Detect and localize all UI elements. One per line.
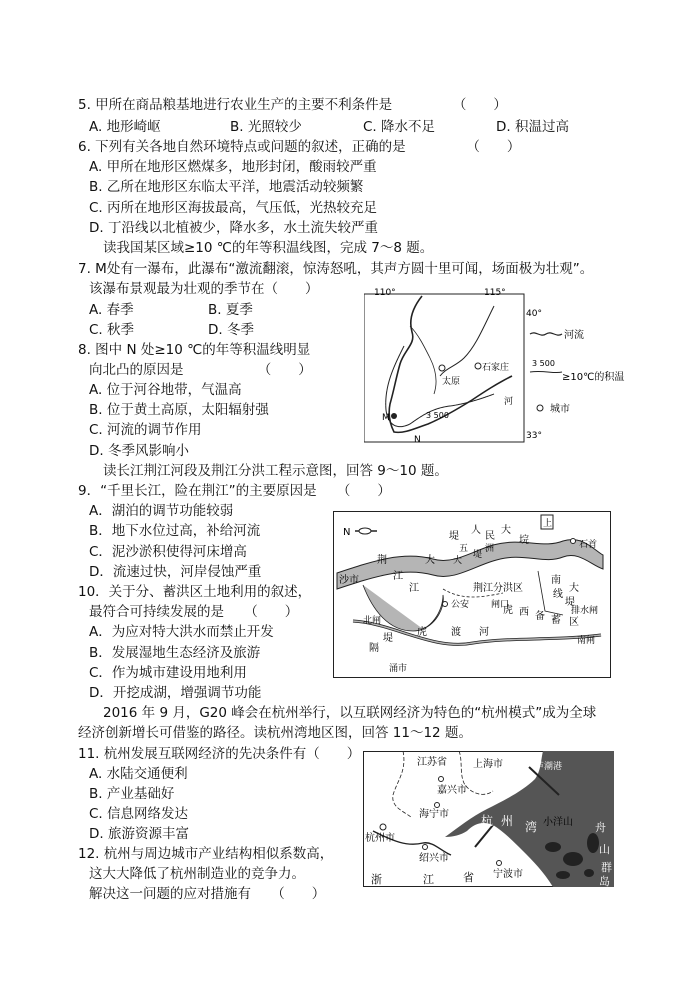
legend-city-label: 城市 bbox=[550, 404, 570, 415]
q12-stem-line3: 解决这一问题的应对措施有 （ ） bbox=[89, 886, 326, 902]
shishou-label: 石首 bbox=[579, 540, 598, 550]
intro-7-8: 读我国某区域≥10 ℃的年等积温线图，完成 7～8 题。 bbox=[103, 240, 434, 256]
q10-option-d: D．开挖成湖，增强调节功能 bbox=[89, 685, 262, 701]
sheng-label: 省 bbox=[463, 871, 474, 884]
gongan-marker bbox=[443, 602, 448, 607]
q7-option-a: A. 春季 bbox=[89, 302, 134, 318]
label-he: 河 bbox=[479, 627, 489, 638]
q11-option-c: C. 信息网络发达 bbox=[89, 806, 189, 822]
legend-river-icon bbox=[530, 333, 562, 335]
legend-city-icon bbox=[537, 405, 543, 411]
island-1 bbox=[545, 842, 561, 852]
hz-bay-label-1: 杭 bbox=[481, 814, 494, 828]
label-di3: 堤 bbox=[383, 633, 393, 644]
label-qu: 区 bbox=[569, 617, 579, 628]
intro-11-12-line2: 经济创新增长可借鉴的路径。读杭州湾地区图，回答 11～12 题。 bbox=[78, 725, 472, 741]
jiaxing-label: 嘉兴市 bbox=[437, 785, 467, 796]
lon-115-label: 115° bbox=[484, 288, 506, 298]
label-shang: 上 bbox=[543, 519, 553, 529]
haining-label: 海宁市 bbox=[419, 809, 449, 820]
shijiazhuang-label: 石家庄 bbox=[482, 363, 510, 373]
xiaoyang-label: 小洋山 bbox=[543, 817, 573, 828]
luchao-label: 芦潮港 bbox=[535, 762, 563, 772]
label-nan: 南 bbox=[551, 575, 561, 586]
jiang-label: 江 bbox=[423, 873, 434, 886]
m-point bbox=[391, 413, 397, 419]
shashi-label: 沙市 bbox=[339, 575, 359, 586]
q8-option-b: B. 位于黄土高原，太阳辐射强 bbox=[89, 402, 269, 418]
q10-option-c: C．作为城市建设用地利用 bbox=[89, 665, 247, 681]
yongshi-label: 涌市 bbox=[389, 664, 408, 674]
q9-option-c: C．泥沙淤积使得河床增高 bbox=[89, 544, 247, 560]
q6-option-d: D. 丁沿线以北植被少，降水多，水土流失较严重 bbox=[89, 220, 378, 236]
label-jiang: 江 bbox=[393, 571, 403, 582]
zhou-label: 舟 bbox=[595, 821, 606, 834]
label-yuan: 垸 bbox=[519, 535, 529, 546]
he-label: 河 bbox=[504, 397, 514, 407]
jingjiang-map bbox=[333, 511, 611, 678]
label-da4: 大 bbox=[569, 583, 579, 594]
q6-option-c: C. 丙所在地形区海拔最高，气压低，光热较充足 bbox=[89, 200, 378, 216]
label-du: 渡 bbox=[451, 627, 461, 638]
gongan-label: 公安 bbox=[451, 600, 470, 610]
q7-option-c: C. 秋季 bbox=[89, 322, 135, 338]
q11-option-b: B. 产业基础好 bbox=[89, 786, 175, 802]
label-hu2: 虎 bbox=[503, 605, 513, 616]
n-label: N bbox=[414, 435, 421, 445]
label-xu: 蓄 bbox=[551, 615, 561, 626]
taiyuan-label: 太原 bbox=[442, 377, 461, 387]
nanzha-label: 南闸 bbox=[577, 636, 596, 646]
m-label: M bbox=[382, 413, 390, 423]
q8-stem-line1: 8. 图中 N 处≥10 ℃的年等积温线明显 bbox=[78, 342, 311, 358]
q11-option-a: A. 水陆交通便利 bbox=[89, 766, 188, 782]
q9-option-d: D．流速过快，河岸侵蚀严重 bbox=[89, 564, 262, 580]
q10-stem-line1: 10．关于分、蓄洪区土地利用的叙述， bbox=[78, 584, 312, 600]
iso-3500-label: 3 500 bbox=[426, 411, 449, 420]
shanghai-label: 上海市 bbox=[473, 759, 503, 770]
label-zhou: 洲 bbox=[485, 544, 495, 554]
q10-option-a: A．为应对特大洪水而禁止开发 bbox=[89, 624, 274, 640]
label-ren: 人 bbox=[471, 525, 481, 536]
zhe-label: 浙 bbox=[371, 873, 382, 886]
qun-label: 群 bbox=[601, 861, 612, 874]
label-jing: 荆 bbox=[377, 555, 387, 566]
isotherm-map bbox=[364, 286, 632, 452]
q12-stem-line2: 这大大降低了杭州制造业的竞争力。 bbox=[89, 866, 305, 882]
shishou-marker bbox=[571, 539, 576, 544]
q6-stem: 6. 下列有关各地自然环境特点或问题的叙述，正确的是 （ ） bbox=[78, 139, 521, 155]
haining-marker bbox=[435, 803, 440, 808]
legend-river-label: 河流 bbox=[564, 330, 584, 341]
label-da3: 大 bbox=[453, 556, 463, 566]
label-wu: 五 bbox=[459, 544, 469, 554]
shan-label: 山 bbox=[599, 843, 610, 856]
label-di4: 堤 bbox=[565, 597, 575, 608]
label-di2: 堤 bbox=[473, 550, 483, 560]
q5-option-a: A. 地形崎岖 bbox=[89, 119, 161, 135]
legend-iso-icon bbox=[530, 371, 562, 372]
north-arrow-ellipse bbox=[359, 528, 371, 534]
q5-option-d: D. 积温过高 bbox=[496, 119, 569, 135]
dao-label: 岛 bbox=[599, 875, 610, 887]
lon-110-label: 110° bbox=[374, 288, 396, 298]
intro-9-10: 读长江荆江河段及荆江分洪工程示意图，回答 9～10 题。 bbox=[103, 463, 448, 479]
label-da: 大 bbox=[425, 555, 435, 566]
q10-stem-line2: 最符合可持续发展的是 （ ） bbox=[89, 604, 299, 620]
label-da2: 大 bbox=[501, 525, 511, 536]
q7-stem-line1: 7. M处有一瀑布，此瀑布“激流翻滚，惊涛怒吼，其声方圆十里可闻，场面极为壮观”。 bbox=[78, 261, 594, 277]
q8-option-c: C. 河流的调节作用 bbox=[89, 422, 202, 438]
hz-bay-label-3: 湾 bbox=[525, 820, 538, 834]
q5-option-b: B. 光照较少 bbox=[230, 119, 302, 135]
flood-area-label: 荆江分洪区 bbox=[473, 583, 523, 594]
label-hu: 虎 bbox=[417, 627, 427, 638]
label-xi: 西 bbox=[519, 607, 529, 618]
q9-option-b: B．地下水位过高，补给河流 bbox=[89, 523, 261, 539]
jiangsu-label: 江苏省 bbox=[417, 757, 447, 768]
q5-stem: 5. 甲所在商品粮基地进行农业生产的主要不利条件是 （ ） bbox=[78, 97, 507, 113]
label-di: 堤 bbox=[449, 531, 459, 542]
island-4 bbox=[556, 871, 570, 879]
taiyuan-marker bbox=[439, 365, 445, 371]
shaoxing-label: 绍兴市 bbox=[419, 853, 449, 864]
legend-iso-label: ≥10℃的积温 bbox=[562, 372, 625, 383]
label-bei: 备 bbox=[535, 611, 545, 622]
shijiazhuang-marker bbox=[475, 363, 481, 369]
q9-option-a: A．湖泊的调节功能较弱 bbox=[89, 503, 234, 519]
north-label: N bbox=[343, 527, 351, 538]
q8-option-d: D. 冬季风影响小 bbox=[89, 443, 189, 459]
q11-option-d: D. 旅游资源丰富 bbox=[89, 826, 189, 842]
q10-option-b: B．发展湿地生态经济及旅游 bbox=[89, 645, 261, 661]
island-3 bbox=[587, 833, 599, 853]
q5-option-c: C. 降水不足 bbox=[363, 119, 436, 135]
q6-option-b: B. 乙所在地形区东临太平洋，地震活动较频繁 bbox=[89, 179, 364, 195]
shaoxing-marker bbox=[423, 845, 428, 850]
paishuizha-label: 排水闸 bbox=[571, 606, 599, 616]
q7-stem-line2: 该瀑布景观最为壮观的季节在（ ） bbox=[89, 281, 319, 297]
hangzhou-bay-map bbox=[363, 751, 614, 887]
q8-stem-line2: 向北凸的原因是 （ ） bbox=[89, 362, 312, 378]
q7-option-d: D. 冬季 bbox=[208, 322, 254, 338]
label-xian: 线 bbox=[553, 589, 563, 600]
zhakou-label: 闸口 bbox=[491, 600, 510, 610]
label-jiang2: 江 bbox=[409, 583, 419, 594]
intro-11-12: 2016 年 9 月，G20 峰会在杭州举行，以互联网经济为特色的“杭州模式”成为全球 bbox=[103, 705, 597, 721]
lat-33-label: 33° bbox=[526, 431, 542, 441]
legend-iso-num: 3 500 bbox=[532, 359, 555, 368]
q7-option-b: B. 夏季 bbox=[208, 302, 253, 318]
label-ge: 隔 bbox=[369, 643, 379, 654]
ningbo-marker bbox=[497, 861, 502, 866]
lat-40-label: 40° bbox=[526, 309, 542, 319]
q9-stem: 9．“千里长江，险在荆江”的主要原因是 （ ） bbox=[78, 483, 391, 499]
ningbo-label: 宁波市 bbox=[493, 869, 523, 880]
hz-bay-label-2: 州 bbox=[501, 814, 514, 828]
hangzhou-label: 杭州市 bbox=[365, 833, 395, 844]
jiaxing-marker bbox=[439, 777, 444, 782]
island-2 bbox=[563, 852, 583, 866]
q6-option-a: A. 甲所在地形区燃煤多，地形封闭，酸雨较严重 bbox=[89, 159, 377, 175]
q12-stem-line1: 12. 杭州与周边城市产业结构相似系数高， bbox=[78, 846, 334, 862]
hangzhou-marker bbox=[380, 824, 386, 830]
label-min: 民 bbox=[485, 531, 495, 542]
beizha-label: 北闸 bbox=[363, 616, 382, 626]
island-5 bbox=[584, 869, 594, 877]
q11-stem: 11. 杭州发展互联网经济的先决条件有（ ） bbox=[78, 746, 361, 762]
q8-option-a: A. 位于河谷地带，气温高 bbox=[89, 382, 242, 398]
